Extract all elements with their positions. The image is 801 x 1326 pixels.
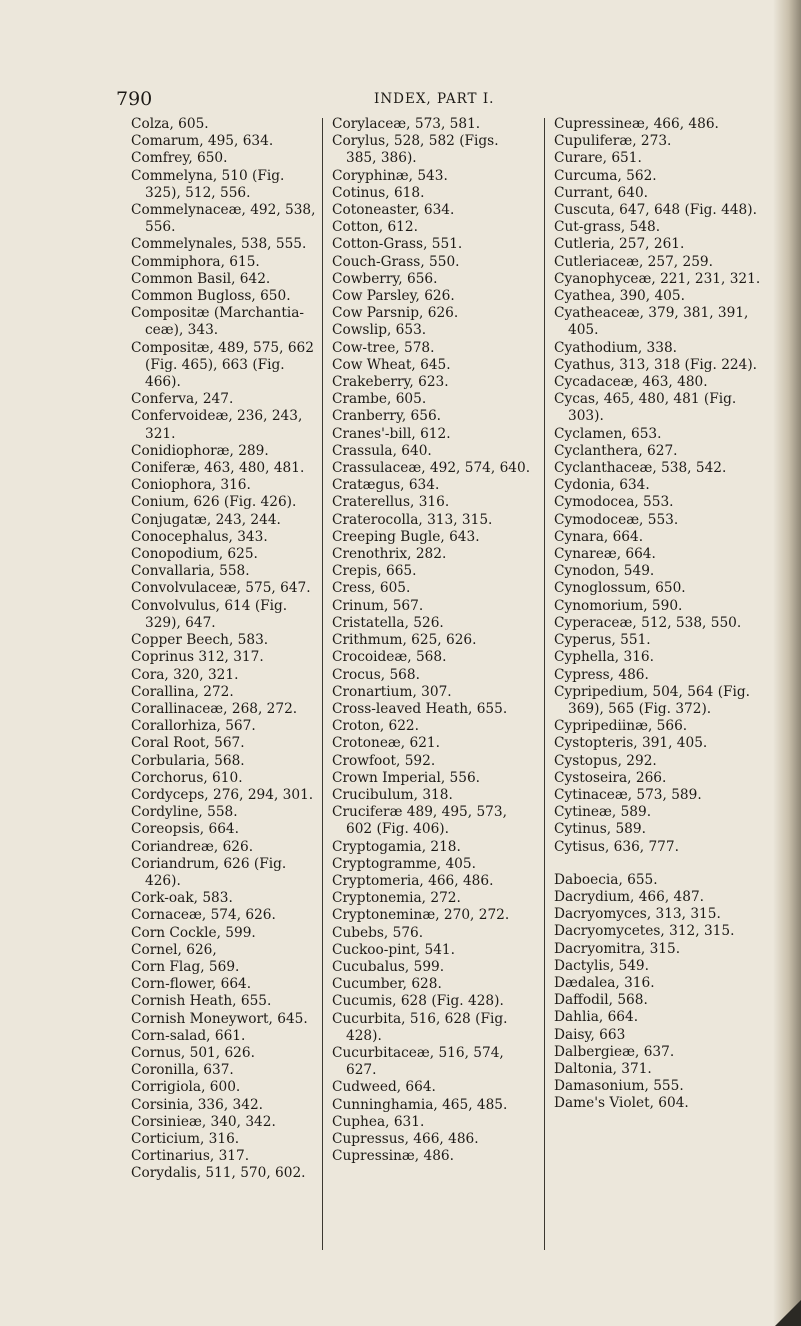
index-entry: Corn-salad, 661. [131, 1027, 246, 1044]
index-entry: Daffodil, 568. [554, 992, 648, 1009]
index-entry: Cornel, 626, [131, 941, 217, 958]
index-entry: Crotoneæ, 621. [332, 735, 440, 752]
index-entry: Dame's Violet, 604. [554, 1095, 689, 1112]
index-entry: Cycas, 465, 480, 481 (Fig. 303). [554, 391, 737, 425]
index-entry: Coniferæ, 463, 480, 481. [131, 460, 305, 477]
index-entry: Cynara, 664. [554, 528, 644, 545]
index-entry: Common Basil, 642. [131, 270, 271, 287]
index-entry: Cryptonemia, 272. [332, 890, 461, 907]
index-entry: Corn Cockle, 599. [131, 924, 256, 941]
index-entry: Cotinus, 618. [332, 184, 425, 201]
index-entry: Crown Imperial, 556. [332, 769, 481, 786]
index-entry: Crambe, 605. [332, 391, 427, 408]
page-number: 790 [116, 88, 153, 110]
index-entry: Colza, 605. [131, 116, 209, 132]
index-entry: Cupuliferæ, 273. [554, 133, 672, 150]
index-entry: Cystopus, 292. [554, 752, 657, 769]
index-entry: Cucubalus, 599. [332, 958, 445, 975]
index-entry: Comarum, 495, 634. [131, 133, 274, 150]
index-entry: Comfrey, 650. [131, 150, 228, 167]
index-entry: Conferva, 247. [131, 391, 234, 408]
index-entry: Couch-Grass, 550. [332, 253, 460, 270]
index-entry: Cotton, 612. [332, 219, 418, 236]
index-entry: Cow-tree, 578. [332, 339, 435, 356]
index-entry: Corylus, 528, 582 (Figs. 385, 386). [332, 133, 499, 167]
index-entry: Cryptomeria, 466, 486. [332, 872, 494, 889]
index-entry: Cypripedium, 504, 564 (Fig. 369), 565 (Fig. 372). [554, 683, 751, 717]
index-entry: Cupressinæ, 486. [332, 1148, 454, 1165]
index-entry: Corydalis, 511, 570, 602. [131, 1165, 306, 1182]
index-entry: Cynoglossum, 650. [554, 580, 686, 597]
index-entry: Cristatella, 526. [332, 614, 444, 631]
index-entry: Cutleria, 257, 261. [554, 236, 685, 253]
index-entry: Corylaceæ, 573, 581. [332, 116, 481, 132]
index-entry: Corsinieæ, 340, 342. [131, 1113, 276, 1130]
index-entry: Cyatheaceæ, 379, 381, 391, 405. [554, 305, 749, 339]
index-entry: Cyphella, 316. [554, 649, 654, 666]
index-entry: Corticium, 316. [131, 1130, 240, 1147]
index-entry: Compositæ (Marchantia-ceæ), 343. [131, 305, 304, 339]
index-entry: Cranes'-bill, 612. [332, 425, 451, 442]
index-entry: Compositæ, 489, 575, 662 (Fig. 465), 663 (Fig. 466). [131, 339, 314, 391]
index-entry: Cycadaceæ, 463, 480. [554, 374, 708, 391]
index-entry: Coronilla, 637. [131, 1062, 234, 1079]
index-entry: Craterellus, 316. [332, 494, 450, 511]
index-entry: Cress, 605. [332, 580, 411, 597]
running-head: INDEX, PART I. [374, 91, 495, 107]
index-entry: Crassula, 640. [332, 442, 432, 459]
index-entry: Commelynales, 538, 555. [131, 236, 307, 253]
index-entry: Dacryomycetes, 312, 315. [554, 923, 735, 940]
index-entry: Corn Flag, 569. [131, 958, 240, 975]
index-entry: Crocus, 568. [332, 666, 420, 683]
index-entry: Cucurbitaceæ, 516, 574, 627. [332, 1044, 504, 1079]
column-divider [544, 118, 545, 1250]
index-entry: Conium, 626 (Fig. 426). [131, 494, 297, 511]
index-entry: Cryptogamia, 218. [332, 838, 461, 855]
index-entry: Cyathea, 390, 405. [554, 288, 685, 305]
index-entry: Daboecia, 655. [554, 871, 658, 888]
index-entry: Crocoideæ, 568. [332, 649, 447, 666]
index-entry: Creeping Bugle, 643. [332, 528, 480, 545]
column-divider [322, 118, 323, 1250]
index-entry: Cordyline, 558. [131, 804, 238, 821]
index-entry: Cyathodium, 338. [554, 339, 678, 356]
index-entry: Dacrydium, 466, 487. [554, 888, 705, 905]
page-header [116, 88, 676, 112]
index-entry: Cystopteris, 391, 405. [554, 735, 708, 752]
index-entry: Crepis, 665. [332, 563, 417, 580]
index-entry: Curare, 651. [554, 150, 642, 167]
index-entry: Cynomorium, 590. [554, 597, 683, 614]
index-entry: Corn-flower, 664. [131, 976, 252, 993]
index-entry: Corallinaceæ, 268, 272. [131, 700, 298, 717]
index-entry: Crenothrix, 282. [332, 546, 447, 563]
index-entry: Cruciferæ 489, 495, 573, 602 (Fig. 406). [332, 804, 507, 838]
index-entry: Cystoseira, 266. [554, 769, 667, 786]
index-entry: Currant, 640. [554, 184, 649, 201]
index-entry: Common Bugloss, 650. [131, 288, 291, 305]
index-entry: Cork-oak, 583. [131, 890, 233, 907]
index-entry: Daisy, 663 [554, 1026, 626, 1043]
index-entry: Crakeberry, 623. [332, 374, 449, 391]
index-entry: Cyperaceæ, 512, 538, 550. [554, 614, 742, 631]
index-entry: Conopodium, 625. [131, 546, 258, 563]
index-entry: Cornaceæ, 574, 626. [131, 907, 276, 924]
index-entry: Cynareæ, 664. [554, 546, 656, 563]
index-entry: Damasonium, 555. [554, 1078, 684, 1095]
index-entry: Cytineæ, 589. [554, 804, 652, 821]
index-entry: Cyclanthera, 627. [554, 442, 678, 459]
index-entry: Cutleriaceæ, 257, 259. [554, 253, 713, 270]
index-entry: Cydonia, 634. [554, 477, 650, 494]
index-entry: Cronartium, 307. [332, 683, 452, 700]
index-entry: Corallorhiza, 567. [131, 718, 256, 735]
index-entry: Cudweed, 664. [332, 1079, 436, 1096]
index-entry: Dalbergieæ, 637. [554, 1043, 675, 1060]
index-entry: Cratægus, 634. [332, 477, 440, 494]
index-entry: Coryphinæ, 543. [332, 167, 448, 184]
index-entry: Cupressus, 466, 486. [332, 1130, 479, 1147]
index-entry: Convolvulus, 614 (Fig. 329), 647. [131, 597, 288, 631]
index-entry: Cubebs, 576. [332, 924, 424, 941]
index-entry: Dacryomyces, 313, 315. [554, 906, 721, 923]
index-entry: Convolvulaceæ, 575, 647. [131, 580, 311, 597]
index-entry: Conidiophoræ, 289. [131, 442, 269, 459]
index-entry: Conocephalus, 343. [131, 528, 268, 545]
index-entry: Cow Parsley, 626. [332, 288, 455, 305]
index-entry: Curcuma, 562. [554, 167, 657, 184]
index-entry: Cotton-Grass, 551. [332, 236, 463, 253]
index-entry: Coral Root, 567. [131, 735, 245, 752]
index-entry: Cross-leaved Heath, 655. [332, 700, 508, 717]
index-entry: Crucibulum, 318. [332, 786, 453, 803]
index-entry: Cortinarius, 317. [131, 1148, 250, 1165]
index-entry: Cytisus, 636, 777. [554, 838, 679, 855]
index-entry: Cucumis, 628 (Fig. 428). [332, 993, 504, 1010]
index-entry: Coniophora, 316. [131, 477, 251, 494]
index-entry: Dædalea, 316. [554, 974, 655, 991]
index-entry: Cow Wheat, 645. [332, 356, 451, 373]
index-entry: Cyclanthaceæ, 538, 542. [554, 460, 727, 477]
index-column-3 [554, 116, 766, 1113]
index-entry: Crowfoot, 592. [332, 752, 436, 769]
index-entry: Cuckoo-pint, 541. [332, 941, 455, 958]
index-entry: Coreopsis, 664. [131, 821, 239, 838]
index-entry: Conjugatæ, 243, 244. [131, 511, 281, 528]
index-entry: Commelynaceæ, 492, 538, 556. [131, 202, 316, 236]
index-entry: Cucumber, 628. [332, 976, 442, 993]
index-entry: Crassulaceæ, 492, 574, 640. [332, 460, 531, 477]
index-column-1 [131, 116, 319, 1183]
index-entry: Corallina, 272. [131, 683, 234, 700]
page-edge-shadow [773, 0, 801, 1326]
index-entry: Corbularia, 568. [131, 752, 245, 769]
index-entry: Cyperus, 551. [554, 632, 651, 649]
index-entry: Cytinus, 589. [554, 821, 646, 838]
index-entry: Cornish Heath, 655. [131, 993, 272, 1010]
index-entry: Cypress, 486. [554, 666, 649, 683]
index-entry: Cupressineæ, 466, 486. [554, 116, 719, 132]
index-entry: Confervoideæ, 236, 243, 321. [131, 408, 303, 442]
index-entry: Cunninghamia, 465, 485. [332, 1096, 508, 1113]
index-entry: Daltonia, 371. [554, 1060, 652, 1077]
index-entry: Coriandrum, 626 (Fig. 426). [131, 855, 287, 889]
index-entry: Cotoneaster, 634. [332, 202, 455, 219]
index-entry: Convallaria, 558. [131, 563, 250, 580]
index-entry: Cucurbita, 516, 628 (Fig. 428). [332, 1010, 508, 1044]
index-entry: Cuscuta, 647, 648 (Fig. 448). [554, 202, 757, 219]
index-entry: Croton, 622. [332, 718, 419, 735]
index-entry: Cryptoneminæ, 270, 272. [332, 907, 510, 924]
index-entry: Cyathus, 313, 318 (Fig. 224). [554, 356, 758, 373]
index-entry: Crithmum, 625, 626. [332, 632, 477, 649]
index-entry: Cowslip, 653. [332, 322, 427, 339]
index-entry: Cowberry, 656. [332, 270, 438, 287]
page-corner [775, 1300, 801, 1326]
index-entry: Dahlia, 664. [554, 1009, 639, 1026]
index-entry: Corrigiola, 600. [131, 1079, 241, 1096]
index-entry: Cornus, 501, 626. [131, 1044, 255, 1061]
index-entry: Cuphea, 631. [332, 1113, 425, 1130]
index-entry: Cymodocea, 553. [554, 494, 674, 511]
index-entry: Corsinia, 336, 342. [131, 1096, 264, 1113]
index-entry: Cypripediinæ, 566. [554, 718, 688, 735]
index-entry: Dactylis, 549. [554, 957, 649, 974]
index-entry: Cyanophyceæ, 221, 231, 321. [554, 270, 761, 287]
index-entry: Cynodon, 549. [554, 563, 655, 580]
index-entry: Dacryomitra, 315. [554, 940, 681, 957]
index-entry: Cordyceps, 276, 294, 301. [131, 786, 314, 803]
index-entry: Craterocolla, 313, 315. [332, 511, 493, 528]
index-entry: Cryptogramme, 405. [332, 855, 476, 872]
index-entry: Commiphora, 615. [131, 253, 260, 270]
index-entry: Cornish Moneywort, 645. [131, 1010, 308, 1027]
index-entry: Cyclamen, 653. [554, 425, 662, 442]
index-entry: Copper Beech, 583. [131, 632, 269, 649]
index-entry: Coprinus 312, 317. [131, 649, 264, 666]
index-entry: Crinum, 567. [332, 597, 424, 614]
index-entry: Cut-grass, 548. [554, 219, 661, 236]
index-entry: Cranberry, 656. [332, 408, 442, 425]
index-entry: Corchorus, 610. [131, 769, 243, 786]
index-entry: Cow Parsnip, 626. [332, 305, 459, 322]
index-column-2 [332, 116, 532, 1165]
index-entry: Commelyna, 510 (Fig. 325), 512, 556. [131, 167, 285, 201]
index-entry: Cytinaceæ, 573, 589. [554, 786, 702, 803]
index-entry: Cora, 320, 321. [131, 666, 239, 683]
index-entry: Cymodoceæ, 553. [554, 511, 679, 528]
index-entry: Coriandreæ, 626. [131, 838, 254, 855]
